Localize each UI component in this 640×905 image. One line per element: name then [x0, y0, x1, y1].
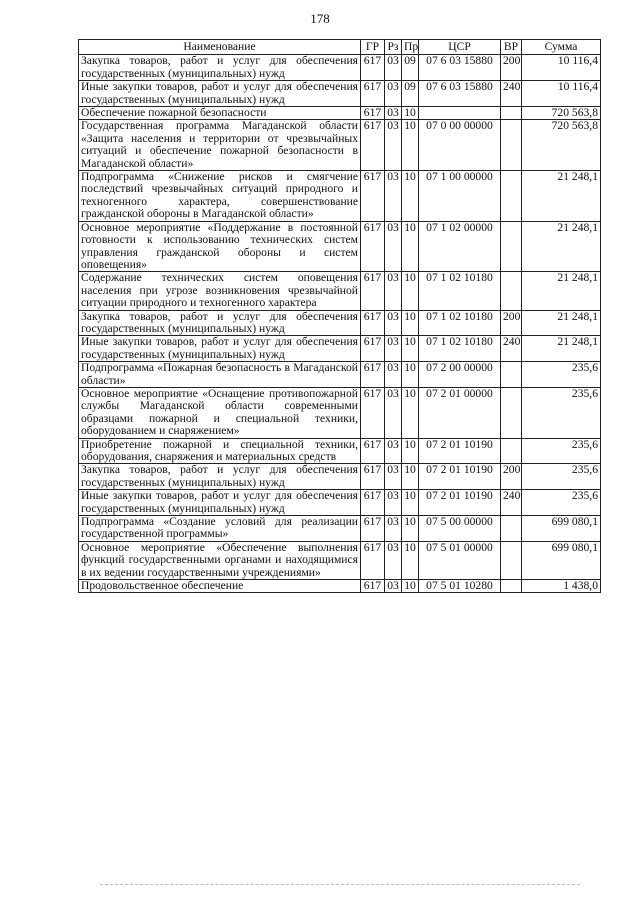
row-gr: 617	[361, 107, 385, 120]
row-name: Закупка товаров, работ и услуг для обеспечения государственных (муниципальных) нужд	[79, 464, 361, 490]
row-name: Обеспечение пожарной безопасности	[79, 107, 361, 120]
table-row	[79, 310, 601, 336]
header-name: Наименование	[79, 40, 361, 55]
row-csr: 07 5 01 00000	[419, 541, 501, 579]
row-sum: 699 080,1	[522, 541, 601, 579]
table-row	[79, 336, 601, 362]
page-number: 178	[310, 11, 330, 26]
row-vr	[501, 221, 522, 272]
row-name: Подпрограмма «Пожарная безопасность в Магаданской области»	[79, 362, 361, 388]
row-rz: 03	[385, 272, 402, 310]
row-gr: 617	[361, 362, 385, 388]
row-gr: 617	[361, 336, 385, 362]
table-row	[79, 580, 601, 593]
row-sum: 699 080,1	[522, 516, 601, 542]
budget-table	[78, 39, 601, 593]
row-sum: 21 248,1	[522, 336, 601, 362]
row-sum: 235,6	[522, 464, 601, 490]
row-name: Основное мероприятие «Оснащение противопожарной службы Магаданской области современными образцами пожарной и специальной техники, оборудованием и снаряжением»	[79, 387, 361, 438]
row-pr: 10	[402, 336, 419, 362]
row-sum: 21 248,1	[522, 272, 601, 310]
row-name: Закупка товаров, работ и услуг для обеспечения государственных (муниципальных) нужд	[79, 310, 361, 336]
row-rz: 03	[385, 362, 402, 388]
row-csr: 07 2 01 10190	[419, 464, 501, 490]
header-rz: Рз	[385, 40, 402, 55]
row-pr: 10	[402, 221, 419, 272]
row-rz: 03	[385, 107, 402, 120]
row-gr: 617	[361, 55, 385, 81]
row-sum: 235,6	[522, 362, 601, 388]
row-gr: 617	[361, 580, 385, 593]
table-row	[79, 541, 601, 579]
row-sum: 1 438,0	[522, 580, 601, 593]
row-sum: 10 116,4	[522, 55, 601, 81]
row-rz: 03	[385, 464, 402, 490]
header-vr: ВР	[501, 40, 522, 55]
row-rz: 03	[385, 490, 402, 516]
row-csr: 07 1 02 10180	[419, 272, 501, 310]
row-sum: 21 248,1	[522, 310, 601, 336]
row-name: Продовольственное обеспечение	[79, 580, 361, 593]
row-vr: 200	[501, 310, 522, 336]
row-vr	[501, 541, 522, 579]
row-pr: 10	[402, 438, 419, 464]
row-vr	[501, 171, 522, 222]
row-pr: 10	[402, 272, 419, 310]
row-name: Приобретение пожарной и специальной техники, оборудования, снаряжения и материальных средств	[79, 438, 361, 464]
row-name: Государственная программа Магаданской области «Защита населения и территории от чрезвычайных ситуаций и обеспечение пожарной безопасности в Магаданской области»	[79, 120, 361, 171]
page-bottom-rule	[100, 884, 580, 885]
row-name: Иные закупки товаров, работ и услуг для обеспечения государственных (муниципальных) нужд	[79, 490, 361, 516]
row-gr: 617	[361, 120, 385, 171]
table-row	[79, 272, 601, 310]
row-csr: 07 1 00 00000	[419, 171, 501, 222]
row-pr: 10	[402, 464, 419, 490]
row-vr	[501, 362, 522, 388]
row-rz: 03	[385, 387, 402, 438]
table-row	[79, 81, 601, 107]
table-row	[79, 516, 601, 542]
table-row	[79, 171, 601, 222]
row-sum: 21 248,1	[522, 171, 601, 222]
row-sum: 235,6	[522, 438, 601, 464]
header-pr: Пр	[402, 40, 419, 55]
row-rz: 03	[385, 580, 402, 593]
row-gr: 617	[361, 221, 385, 272]
row-rz: 03	[385, 120, 402, 171]
row-pr: 10	[402, 516, 419, 542]
row-pr: 10	[402, 120, 419, 171]
row-gr: 617	[361, 490, 385, 516]
row-rz: 03	[385, 310, 402, 336]
row-rz: 03	[385, 171, 402, 222]
row-csr: 07 1 02 10180	[419, 310, 501, 336]
row-gr: 617	[361, 541, 385, 579]
row-vr	[501, 387, 522, 438]
row-name: Иные закупки товаров, работ и услуг для обеспечения государственных (муниципальных) нужд	[79, 81, 361, 107]
row-vr: 240	[501, 336, 522, 362]
row-rz: 03	[385, 55, 402, 81]
row-rz: 03	[385, 81, 402, 107]
table-body	[79, 55, 601, 593]
table-row	[79, 464, 601, 490]
row-gr: 617	[361, 171, 385, 222]
row-csr: 07 6 03 15880	[419, 81, 501, 107]
row-sum: 21 248,1	[522, 221, 601, 272]
row-gr: 617	[361, 81, 385, 107]
table-header-row	[79, 40, 601, 55]
row-name: Иные закупки товаров, работ и услуг для обеспечения государственных (муниципальных) нужд	[79, 336, 361, 362]
table-row	[79, 362, 601, 388]
row-pr: 10	[402, 310, 419, 336]
row-vr	[501, 580, 522, 593]
row-rz: 03	[385, 541, 402, 579]
row-csr: 07 1 02 10180	[419, 336, 501, 362]
row-csr: 07 2 00 00000	[419, 362, 501, 388]
row-rz: 03	[385, 336, 402, 362]
row-pr: 10	[402, 362, 419, 388]
row-rz: 03	[385, 438, 402, 464]
row-pr: 10	[402, 490, 419, 516]
table-row	[79, 490, 601, 516]
row-vr	[501, 516, 522, 542]
table-row	[79, 387, 601, 438]
row-sum: 235,6	[522, 387, 601, 438]
row-csr: 07 1 02 00000	[419, 221, 501, 272]
row-pr: 10	[402, 541, 419, 579]
row-sum: 720 563,8	[522, 120, 601, 171]
row-gr: 617	[361, 272, 385, 310]
row-gr: 617	[361, 438, 385, 464]
table-row	[79, 120, 601, 171]
row-sum: 720 563,8	[522, 107, 601, 120]
row-vr	[501, 120, 522, 171]
row-vr: 200	[501, 55, 522, 81]
row-name: Закупка товаров, работ и услуг для обеспечения государственных (муниципальных) нужд	[79, 55, 361, 81]
row-sum: 235,6	[522, 490, 601, 516]
row-vr: 240	[501, 81, 522, 107]
row-gr: 617	[361, 387, 385, 438]
header-csr: ЦСР	[419, 40, 501, 55]
row-rz: 03	[385, 516, 402, 542]
row-csr: 07 2 01 10190	[419, 490, 501, 516]
row-name: Содержание технических систем оповещения населения при угрозе возникновения чрезвычайной ситуации природного и техногенного характера	[79, 272, 361, 310]
row-pr: 10	[402, 107, 419, 120]
row-pr: 10	[402, 387, 419, 438]
row-pr: 09	[402, 81, 419, 107]
table-row	[79, 438, 601, 464]
row-name: Подпрограмма «Снижение рисков и смягчение последствий чрезвычайных ситуаций природного и техногенного характера, совершенствование гражданской обороны в Магаданской области»	[79, 171, 361, 222]
row-vr: 240	[501, 490, 522, 516]
row-vr	[501, 272, 522, 310]
row-gr: 617	[361, 464, 385, 490]
table-row	[79, 107, 601, 120]
row-csr: 07 2 01 00000	[419, 387, 501, 438]
row-csr: 07 2 01 10190	[419, 438, 501, 464]
row-name: Подпрограмма «Создание условий для реализации государственной программы»	[79, 516, 361, 542]
row-name: Основное мероприятие «Поддержание в постоянной готовности к использованию технических систем управления гражданской обороны и систем оповещения»	[79, 221, 361, 272]
row-vr: 200	[501, 464, 522, 490]
row-csr: 07 5 01 10280	[419, 580, 501, 593]
row-gr: 617	[361, 516, 385, 542]
header-sum: Сумма	[522, 40, 601, 55]
row-pr: 10	[402, 580, 419, 593]
row-vr	[501, 438, 522, 464]
table-row	[79, 221, 601, 272]
row-csr: 07 5 00 00000	[419, 516, 501, 542]
row-name: Основное мероприятие «Обеспечение выполнения функций государственными органами и находящимися в их ведении государственными учреждениями»	[79, 541, 361, 579]
row-gr: 617	[361, 310, 385, 336]
row-pr: 09	[402, 55, 419, 81]
row-vr	[501, 107, 522, 120]
row-sum: 10 116,4	[522, 81, 601, 107]
table-row	[79, 55, 601, 81]
row-csr: 07 0 00 00000	[419, 120, 501, 171]
row-rz: 03	[385, 221, 402, 272]
header-gr: ГР	[361, 40, 385, 55]
row-csr	[419, 107, 501, 120]
row-pr: 10	[402, 171, 419, 222]
row-csr: 07 6 03 15880	[419, 55, 501, 81]
